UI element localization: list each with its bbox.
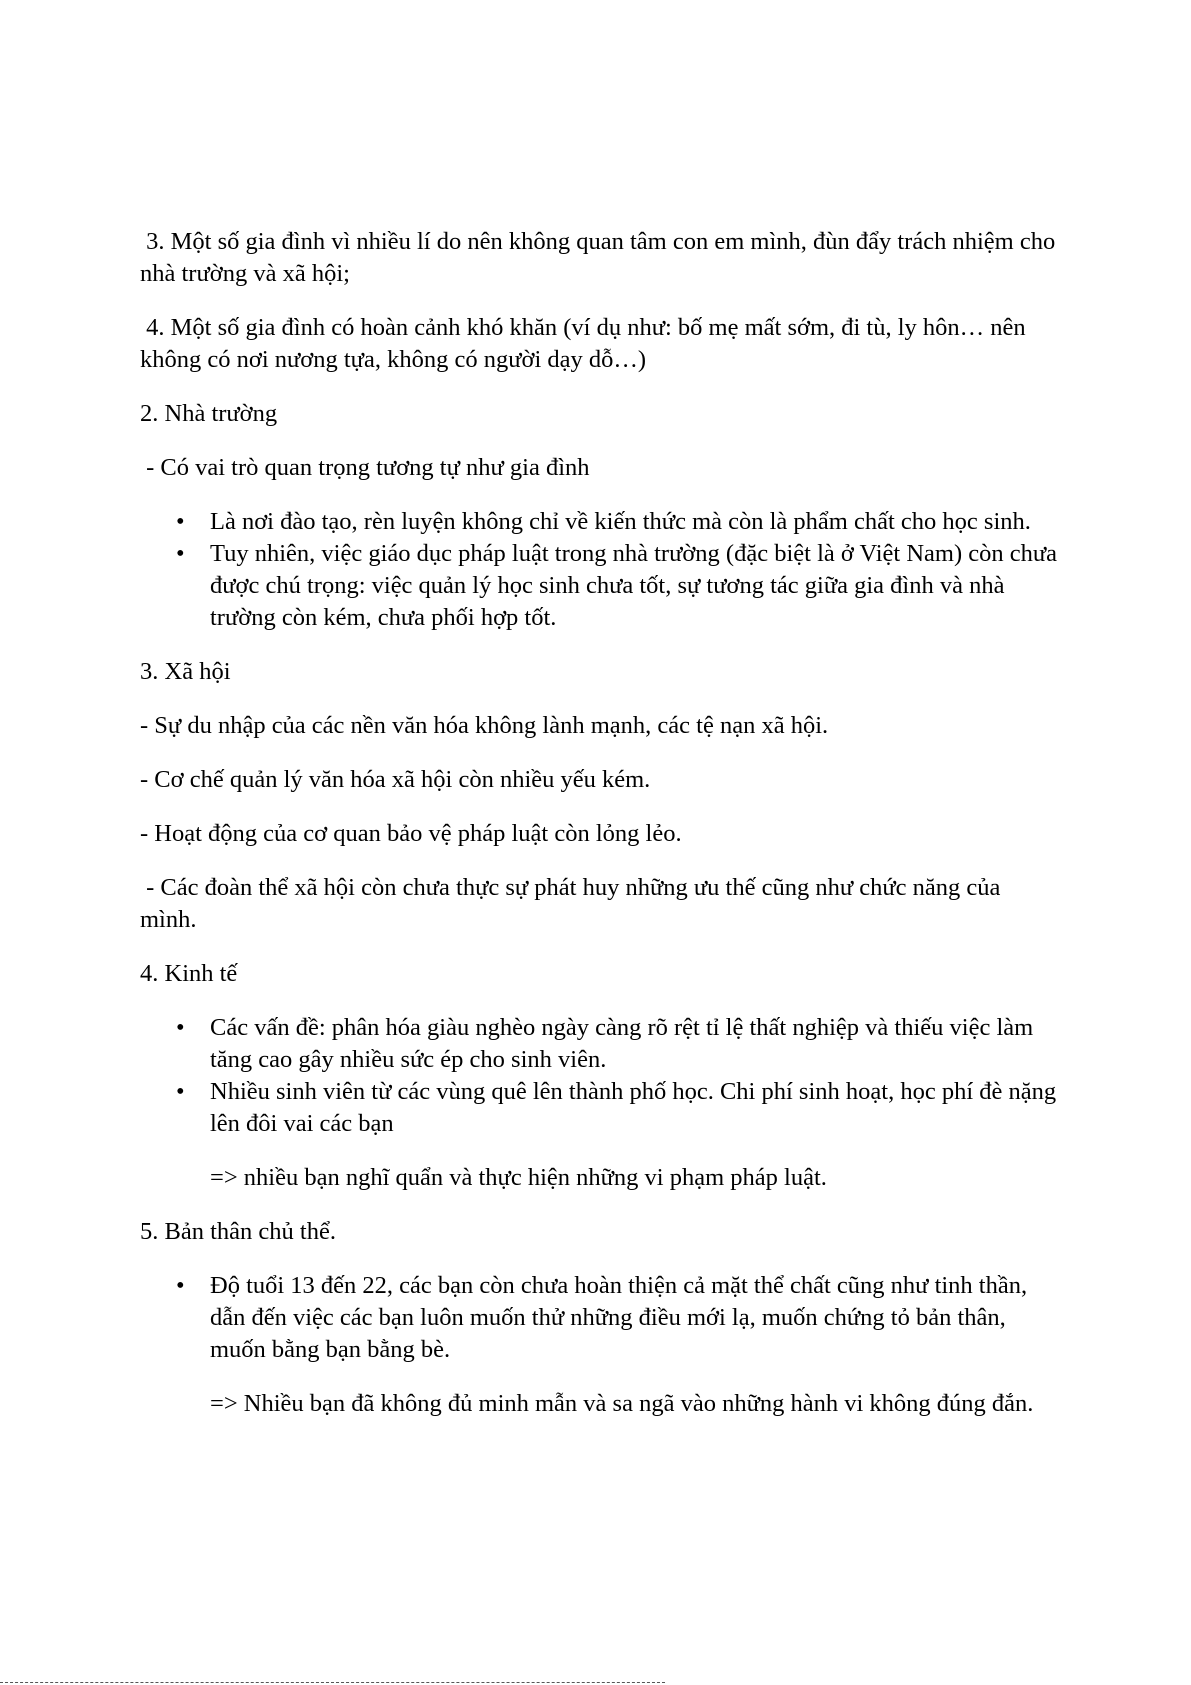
conclusion-note: => Nhiều bạn đã không đủ minh mẫn và sa ngã vào những hành vi không đúng đắn.: [210, 1390, 1034, 1417]
bullet-icon: •: [176, 1272, 185, 1299]
paragraph: - Có vai trò quan trọng tương tự như gia đình: [140, 454, 590, 481]
bullet-list: [140, 1012, 1060, 1140]
paragraph: - Hoạt động của cơ quan bảo vệ pháp luật còn lỏng lẻo.: [140, 820, 682, 847]
bullet-icon: •: [176, 540, 185, 567]
bullet-list: [140, 1270, 1060, 1366]
paragraph: - Các đoàn thể xã hội còn chưa thực sự phát huy những ưu thế cũng như chức năng của mình.: [140, 874, 1007, 933]
bullet-icon: •: [176, 1014, 185, 1041]
paragraph: - Sự du nhập của các nền văn hóa không lành mạnh, các tệ nạn xã hội.: [140, 712, 829, 739]
paragraph: 5. Bản thân chủ thể.: [140, 1218, 336, 1245]
list-item-text: Tuy nhiên, việc giáo dục pháp luật trong nhà trường (đặc biệt là ở Việt Nam) còn chưa được chú trọng: việc quản lý học sinh chưa tốt, sự tương tác giữa gia đình và nhà trường còn kém, chưa phối hợp tốt.: [210, 540, 1058, 631]
paragraph: - Cơ chế quản lý văn hóa xã hội còn nhiều yếu kém.: [140, 766, 651, 793]
paragraph: 4. Một số gia đình có hoàn cảnh khó khăn (ví dụ như: bố mẹ mất sớm, đi tù, ly hôn… nên không có nơi nương tựa, không có người dạy dỗ…): [140, 314, 1032, 373]
list-item: [140, 1076, 1060, 1140]
list-item: [140, 506, 1060, 538]
paragraph: 4. Kinh tế: [140, 960, 238, 987]
document-page: [140, 226, 1060, 1442]
conclusion-note: => nhiều bạn nghĩ quẩn và thực hiện những vi phạm pháp luật.: [210, 1164, 827, 1191]
paragraph: 2. Nhà trường: [140, 400, 278, 427]
list-item: [140, 538, 1060, 634]
list-item-text: Các vấn đề: phân hóa giàu nghèo ngày càng rõ rệt tỉ lệ thất nghiệp và thiếu việc làm tăng cao gây nhiều sức ép cho sinh viên.: [210, 1014, 1034, 1073]
list-item-text: Nhiều sinh viên từ các vùng quê lên thành phố học. Chi phí sinh hoạt, học phí đè nặng lên đôi vai các bạn: [210, 1078, 1057, 1137]
paragraph: 3. Xã hội: [140, 658, 231, 685]
paragraph: 3. Một số gia đình vì nhiều lí do nên không quan tâm con em mình, đùn đẩy trách nhiệm cho nhà trường và xã hội;: [140, 228, 1062, 287]
bullet-icon: •: [176, 508, 185, 535]
list-item: [140, 1270, 1060, 1366]
list-item-text: Độ tuổi 13 đến 22, các bạn còn chưa hoàn thiện cả mặt thể chất cũng như tinh thần, dẫn đến việc các bạn luôn muốn thử những điều mới lạ, muốn chứng tỏ bản thân, muốn bằng bạn bằng bè.: [210, 1272, 1028, 1363]
bullet-list: [140, 506, 1060, 634]
bullet-icon: •: [176, 1078, 185, 1105]
list-item-text: Là nơi đào tạo, rèn luyện không chỉ về kiến thức mà còn là phẩm chất cho học sinh.: [210, 508, 1031, 535]
list-item: [140, 1012, 1060, 1076]
